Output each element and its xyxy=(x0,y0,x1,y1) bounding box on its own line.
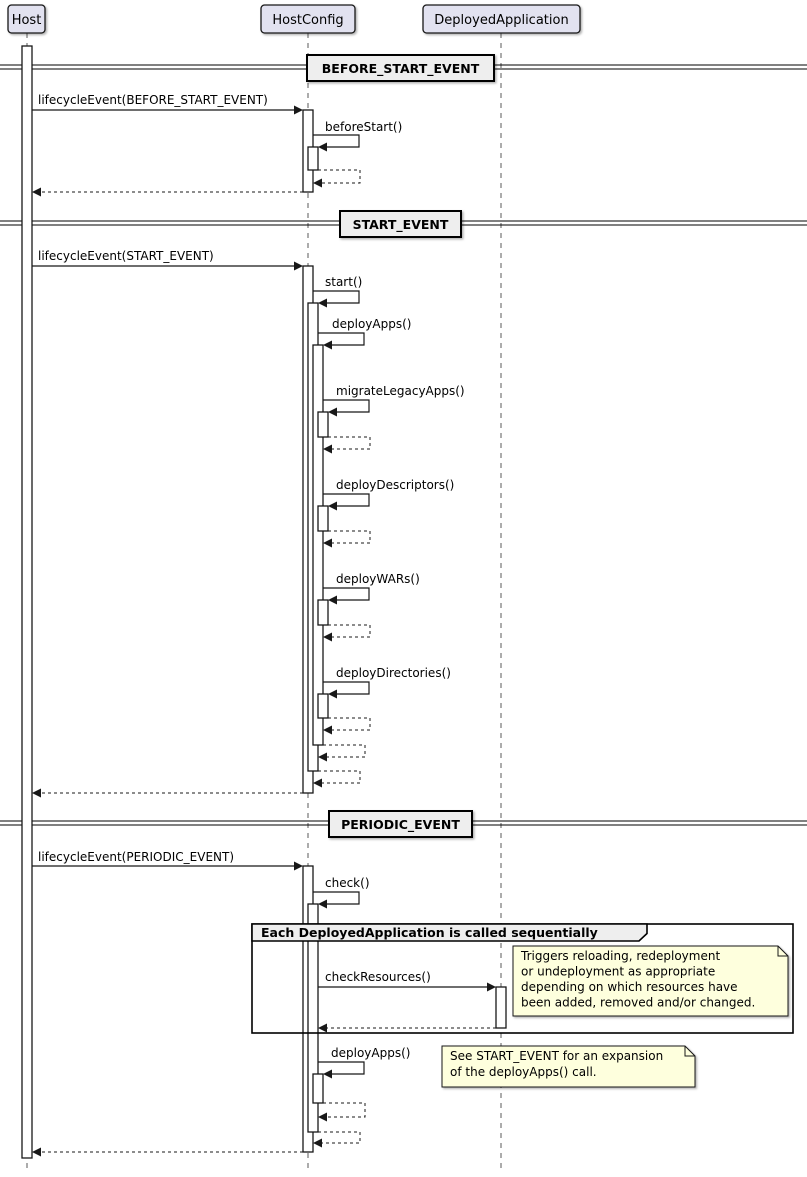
arrowhead xyxy=(323,726,332,735)
selfcall-before-start xyxy=(313,120,402,152)
selfreturn-deploy-wars xyxy=(323,625,370,642)
return-to-host-start xyxy=(32,789,303,798)
activation-hostconfig-l2-before xyxy=(308,147,318,170)
participant-deployedapplication xyxy=(423,5,580,33)
message-label: deployApps() xyxy=(331,1046,411,1060)
activation-host xyxy=(22,46,32,1158)
arrowhead xyxy=(323,445,332,454)
activation-hostconfig-l4-directories xyxy=(318,694,328,718)
return-line xyxy=(323,1103,365,1117)
participant-hostconfig xyxy=(261,5,355,33)
message-label: deployApps() xyxy=(332,317,412,331)
arrowhead xyxy=(323,1070,332,1079)
message-lifecycle-start xyxy=(32,249,303,271)
selfreturn-migrate-legacy-apps xyxy=(323,437,370,454)
group-label: Each DeployedApplication is called sequentially xyxy=(261,925,598,940)
message-label: deployWARs() xyxy=(336,572,420,586)
activation-hostconfig-l4-descriptors xyxy=(318,506,328,531)
divider-start-event xyxy=(340,211,461,237)
selfcall-line xyxy=(313,135,359,147)
message-label: start() xyxy=(325,275,363,289)
return-line xyxy=(328,718,370,730)
arrowhead xyxy=(318,753,327,762)
arrowhead xyxy=(328,408,337,417)
activation-hostconfig-l3-deployapps-periodic xyxy=(313,1074,323,1103)
activation-hostconfig-l4-wars xyxy=(318,600,328,625)
divider-before-start-event xyxy=(307,55,494,81)
lifelines xyxy=(27,33,501,1170)
arrowhead xyxy=(487,983,496,992)
message-label: lifecycleEvent(PERIODIC_EVENT) xyxy=(38,850,235,864)
return-check-resources xyxy=(318,1024,496,1033)
selfcall-line xyxy=(323,588,369,600)
participant-label: DeployedApplication xyxy=(434,13,569,28)
selfcall-deploy-wars xyxy=(323,572,420,605)
arrowhead xyxy=(294,106,303,115)
arrowhead xyxy=(318,143,327,152)
arrowhead xyxy=(32,188,41,197)
arrowhead xyxy=(328,690,337,699)
return-line xyxy=(318,771,360,783)
participant-host xyxy=(8,5,45,33)
divider-periodic-event xyxy=(329,811,472,837)
note-line: been added, removed and/or changed. xyxy=(521,995,756,1010)
selfcall-line xyxy=(313,892,359,904)
message-label: lifecycleEvent(BEFORE_START_EVENT) xyxy=(38,93,268,107)
selfcall-deploy-apps xyxy=(318,317,411,350)
note-line: of the deployApps() call. xyxy=(450,1065,597,1079)
note-line: Triggers reloading, redeployment xyxy=(521,949,721,963)
message-label: checkResources() xyxy=(325,970,431,984)
selfreturn-deploy-descriptors xyxy=(323,531,370,548)
message-label: beforeStart() xyxy=(325,120,403,134)
arrowhead xyxy=(313,779,322,788)
message-check-resources xyxy=(318,970,496,992)
selfcall-deploy-apps-periodic xyxy=(318,1046,410,1079)
selfcall-deploy-directories xyxy=(323,666,451,699)
selfcall-check xyxy=(313,876,370,909)
activation-deployedapplication xyxy=(496,987,506,1028)
return-line xyxy=(328,625,370,637)
selfreturn-before-start xyxy=(313,170,360,188)
message-label: migrateLegacyApps() xyxy=(336,384,465,398)
arrowhead xyxy=(318,299,327,308)
arrowhead xyxy=(313,179,322,188)
message-label: deployDescriptors() xyxy=(336,478,455,492)
arrowhead xyxy=(318,900,327,909)
arrowhead xyxy=(294,862,303,871)
selfcall-line xyxy=(318,1062,364,1074)
divider-label: PERIODIC_EVENT xyxy=(341,817,460,832)
arrowhead xyxy=(318,1024,327,1033)
selfcall-line xyxy=(323,400,369,412)
return-line xyxy=(328,531,370,543)
selfcall-deploy-descriptors xyxy=(323,478,454,511)
selfreturn-deploy-apps-periodic xyxy=(318,1103,365,1122)
message-label: check() xyxy=(325,876,370,890)
arrowhead xyxy=(32,1148,41,1157)
note-triggers-reloading xyxy=(513,946,788,1016)
arrowhead xyxy=(328,596,337,605)
arrowhead xyxy=(323,633,332,642)
note-line: or undeployment as appropriate xyxy=(521,964,716,979)
return-line xyxy=(328,437,370,449)
divider-label: BEFORE_START_EVENT xyxy=(321,61,480,76)
selfreturn-check xyxy=(313,1132,360,1148)
divider-label: START_EVENT xyxy=(352,217,449,232)
return-line xyxy=(318,1132,360,1143)
message-label: deployDirectories() xyxy=(336,666,451,680)
selfcall-line xyxy=(318,333,364,345)
return-line xyxy=(318,170,360,183)
selfcall-start xyxy=(313,275,362,308)
arrowhead xyxy=(294,262,303,271)
selfcall-migrate-legacy-apps xyxy=(323,384,465,417)
arrowhead xyxy=(323,539,332,548)
return-to-host-periodic xyxy=(32,1148,303,1157)
selfcall-line xyxy=(323,682,369,694)
note-line: See START_EVENT for an expansion xyxy=(450,1049,664,1063)
selfreturn-deploy-directories xyxy=(323,718,370,735)
message-lifecycle-periodic xyxy=(32,850,303,871)
participant-label: Host xyxy=(11,13,42,28)
arrowhead xyxy=(323,341,332,350)
note-line: depending on which resources have xyxy=(521,980,738,994)
activation-hostconfig-l4-migrate xyxy=(318,412,328,437)
participant-label: HostConfig xyxy=(272,13,344,28)
return-line xyxy=(323,745,365,757)
activation-hostconfig-l3-deployapps xyxy=(313,345,323,745)
selfcall-line xyxy=(323,494,369,506)
message-lifecycle-before-start xyxy=(32,93,303,115)
message-label: lifecycleEvent(START_EVENT) xyxy=(38,249,214,263)
selfreturn-start xyxy=(313,771,360,788)
selfcall-line xyxy=(313,291,359,303)
selfreturn-deploy-apps xyxy=(318,745,365,762)
note-see-start-event xyxy=(442,1046,695,1087)
arrowhead xyxy=(328,502,337,511)
arrowhead xyxy=(32,789,41,798)
arrowhead xyxy=(313,1139,322,1148)
return-to-host-before xyxy=(32,188,303,197)
arrowhead xyxy=(318,1113,327,1122)
